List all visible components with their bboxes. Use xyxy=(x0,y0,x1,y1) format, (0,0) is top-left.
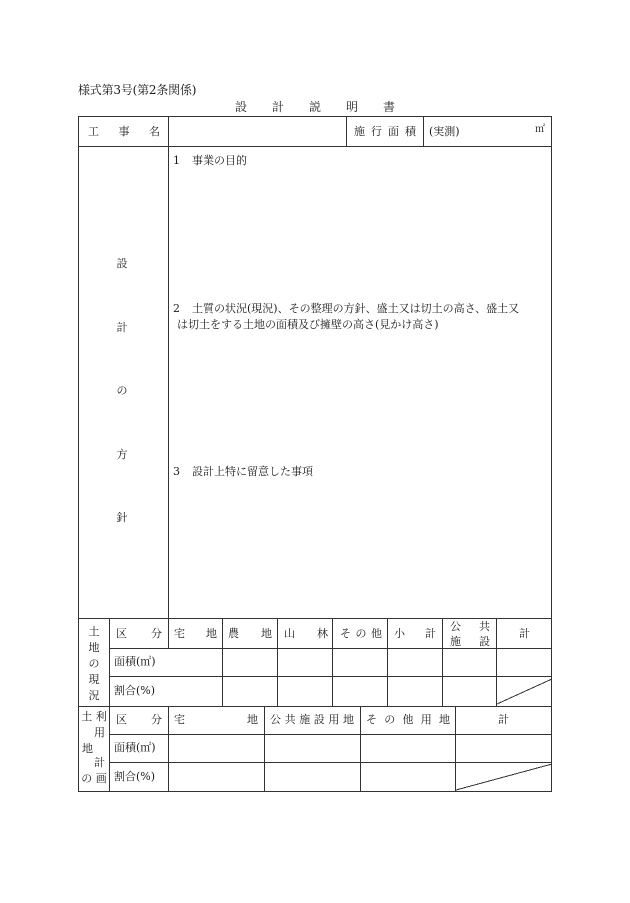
kubun-label xyxy=(116,628,162,639)
koji-name-label xyxy=(88,126,160,137)
label-char: 区 xyxy=(116,627,127,640)
label-char: 現 xyxy=(88,673,100,686)
label-char: 設 xyxy=(235,100,248,114)
label-char: 区 xyxy=(116,713,127,726)
plan-kubun-label xyxy=(116,714,162,725)
label-char: 共 xyxy=(284,713,296,726)
section-2-title-line-2: は切土をする土地の面積及び擁壁の高さ(見かけ高さ) xyxy=(177,318,439,331)
label-char: 施 xyxy=(299,713,311,726)
col-total: 計 xyxy=(519,627,530,640)
section-1-number: 1 xyxy=(173,154,180,167)
label-char: 名 xyxy=(149,125,160,138)
section-3-number: 3 xyxy=(173,465,180,478)
label-char: 分 xyxy=(151,627,162,640)
koji-name-field[interactable] xyxy=(170,122,344,140)
label-char: 方 xyxy=(116,447,128,461)
label-char: 林 xyxy=(317,627,328,640)
label-char: 地 xyxy=(206,627,217,640)
label-char: 書 xyxy=(382,100,395,114)
section-2-title-line-1: 土質の状況(現況)、その整理の方針、盛土又は切土の高さ、盛土又 xyxy=(192,302,520,315)
label-char: 他 xyxy=(371,627,382,640)
label-char: そ xyxy=(366,713,377,726)
label-char: 計 xyxy=(425,627,436,640)
label-char: 用 xyxy=(328,713,340,726)
plan-col-public-facility xyxy=(270,714,354,725)
form-number-label: 様式第3号(第2条関係) xyxy=(78,83,197,97)
label-char: 地 xyxy=(342,713,354,726)
sekou-area-label xyxy=(354,126,416,137)
col-shoukei xyxy=(394,628,436,639)
document-title xyxy=(235,98,395,115)
label-char: 明 xyxy=(345,100,358,114)
label-char: 計 xyxy=(271,100,284,114)
label-char: 行 xyxy=(371,125,382,138)
label-char: の xyxy=(116,384,128,397)
label-char: 事 xyxy=(118,125,130,138)
label-char: 積 xyxy=(405,125,416,138)
col-sanrin xyxy=(284,628,328,639)
label-char: 共 xyxy=(479,620,490,633)
ratio-row-label: 割合(%) xyxy=(114,684,156,697)
plan-col-takuchi xyxy=(174,714,258,725)
area-row-label: 面積(㎡) xyxy=(114,655,156,668)
label-char: 公 xyxy=(270,713,281,726)
label-char: 地 xyxy=(439,713,450,726)
current-land-label xyxy=(86,623,102,703)
jissoku-label: (実測) xyxy=(429,125,460,138)
label-char: そ xyxy=(340,627,351,640)
col-takuchi xyxy=(174,628,217,639)
label-char: の xyxy=(88,657,100,670)
label-char: 設 xyxy=(479,635,490,648)
label-char: 説 xyxy=(308,100,321,114)
land-plan-label-5: の 画 xyxy=(81,772,107,785)
label-char: 宅 xyxy=(174,713,185,726)
label-char: 況 xyxy=(88,689,100,702)
label-char: 工 xyxy=(88,125,99,138)
label-char: 小 xyxy=(394,627,405,640)
section-1-title: 事業の目的 xyxy=(192,154,247,167)
label-char: 山 xyxy=(284,627,295,640)
col-public-line-1 xyxy=(450,621,490,632)
land-plan-label-1: 土 利 xyxy=(81,710,107,723)
label-char: の xyxy=(355,627,367,640)
design-description-form xyxy=(78,116,552,792)
label-char: 設 xyxy=(116,257,128,270)
land-plan-label-4: 計 xyxy=(94,756,105,769)
square-meter-unit: ㎡ xyxy=(535,124,545,135)
label-char: 宅 xyxy=(174,627,185,640)
land-plan-label-3: 地 xyxy=(82,742,93,755)
design-policy-label xyxy=(115,255,129,525)
label-char: 計 xyxy=(116,320,128,334)
label-char: 針 xyxy=(116,511,128,524)
label-char: 施 xyxy=(354,125,365,138)
label-char: 地 xyxy=(88,641,100,654)
section-2-number: 2 xyxy=(173,302,180,315)
col-nouchi xyxy=(228,628,272,639)
label-char: の xyxy=(384,713,396,726)
plan-ratio-row-label: 割合(%) xyxy=(114,770,156,783)
plan-area-row-label: 面積(㎡) xyxy=(114,741,156,754)
section-3-title: 設計上特に留意した事項 xyxy=(192,465,313,478)
label-char: 面 xyxy=(388,125,399,138)
label-char: 地 xyxy=(247,713,258,726)
col-sonota xyxy=(340,628,382,639)
label-char: 設 xyxy=(313,713,325,726)
label-char: 土 xyxy=(88,625,100,638)
label-char: 分 xyxy=(151,713,162,726)
label-char: 農 xyxy=(228,627,239,640)
plan-col-other-use xyxy=(366,714,450,725)
land-plan-label-2: 用 xyxy=(94,726,105,739)
plan-col-total: 計 xyxy=(498,713,509,726)
label-char: 用 xyxy=(420,713,432,726)
label-char: 地 xyxy=(261,627,272,640)
col-public-line-2 xyxy=(450,636,490,647)
label-char: 他 xyxy=(402,713,414,726)
label-char: 公 xyxy=(450,620,461,633)
label-char: 施 xyxy=(450,635,461,648)
